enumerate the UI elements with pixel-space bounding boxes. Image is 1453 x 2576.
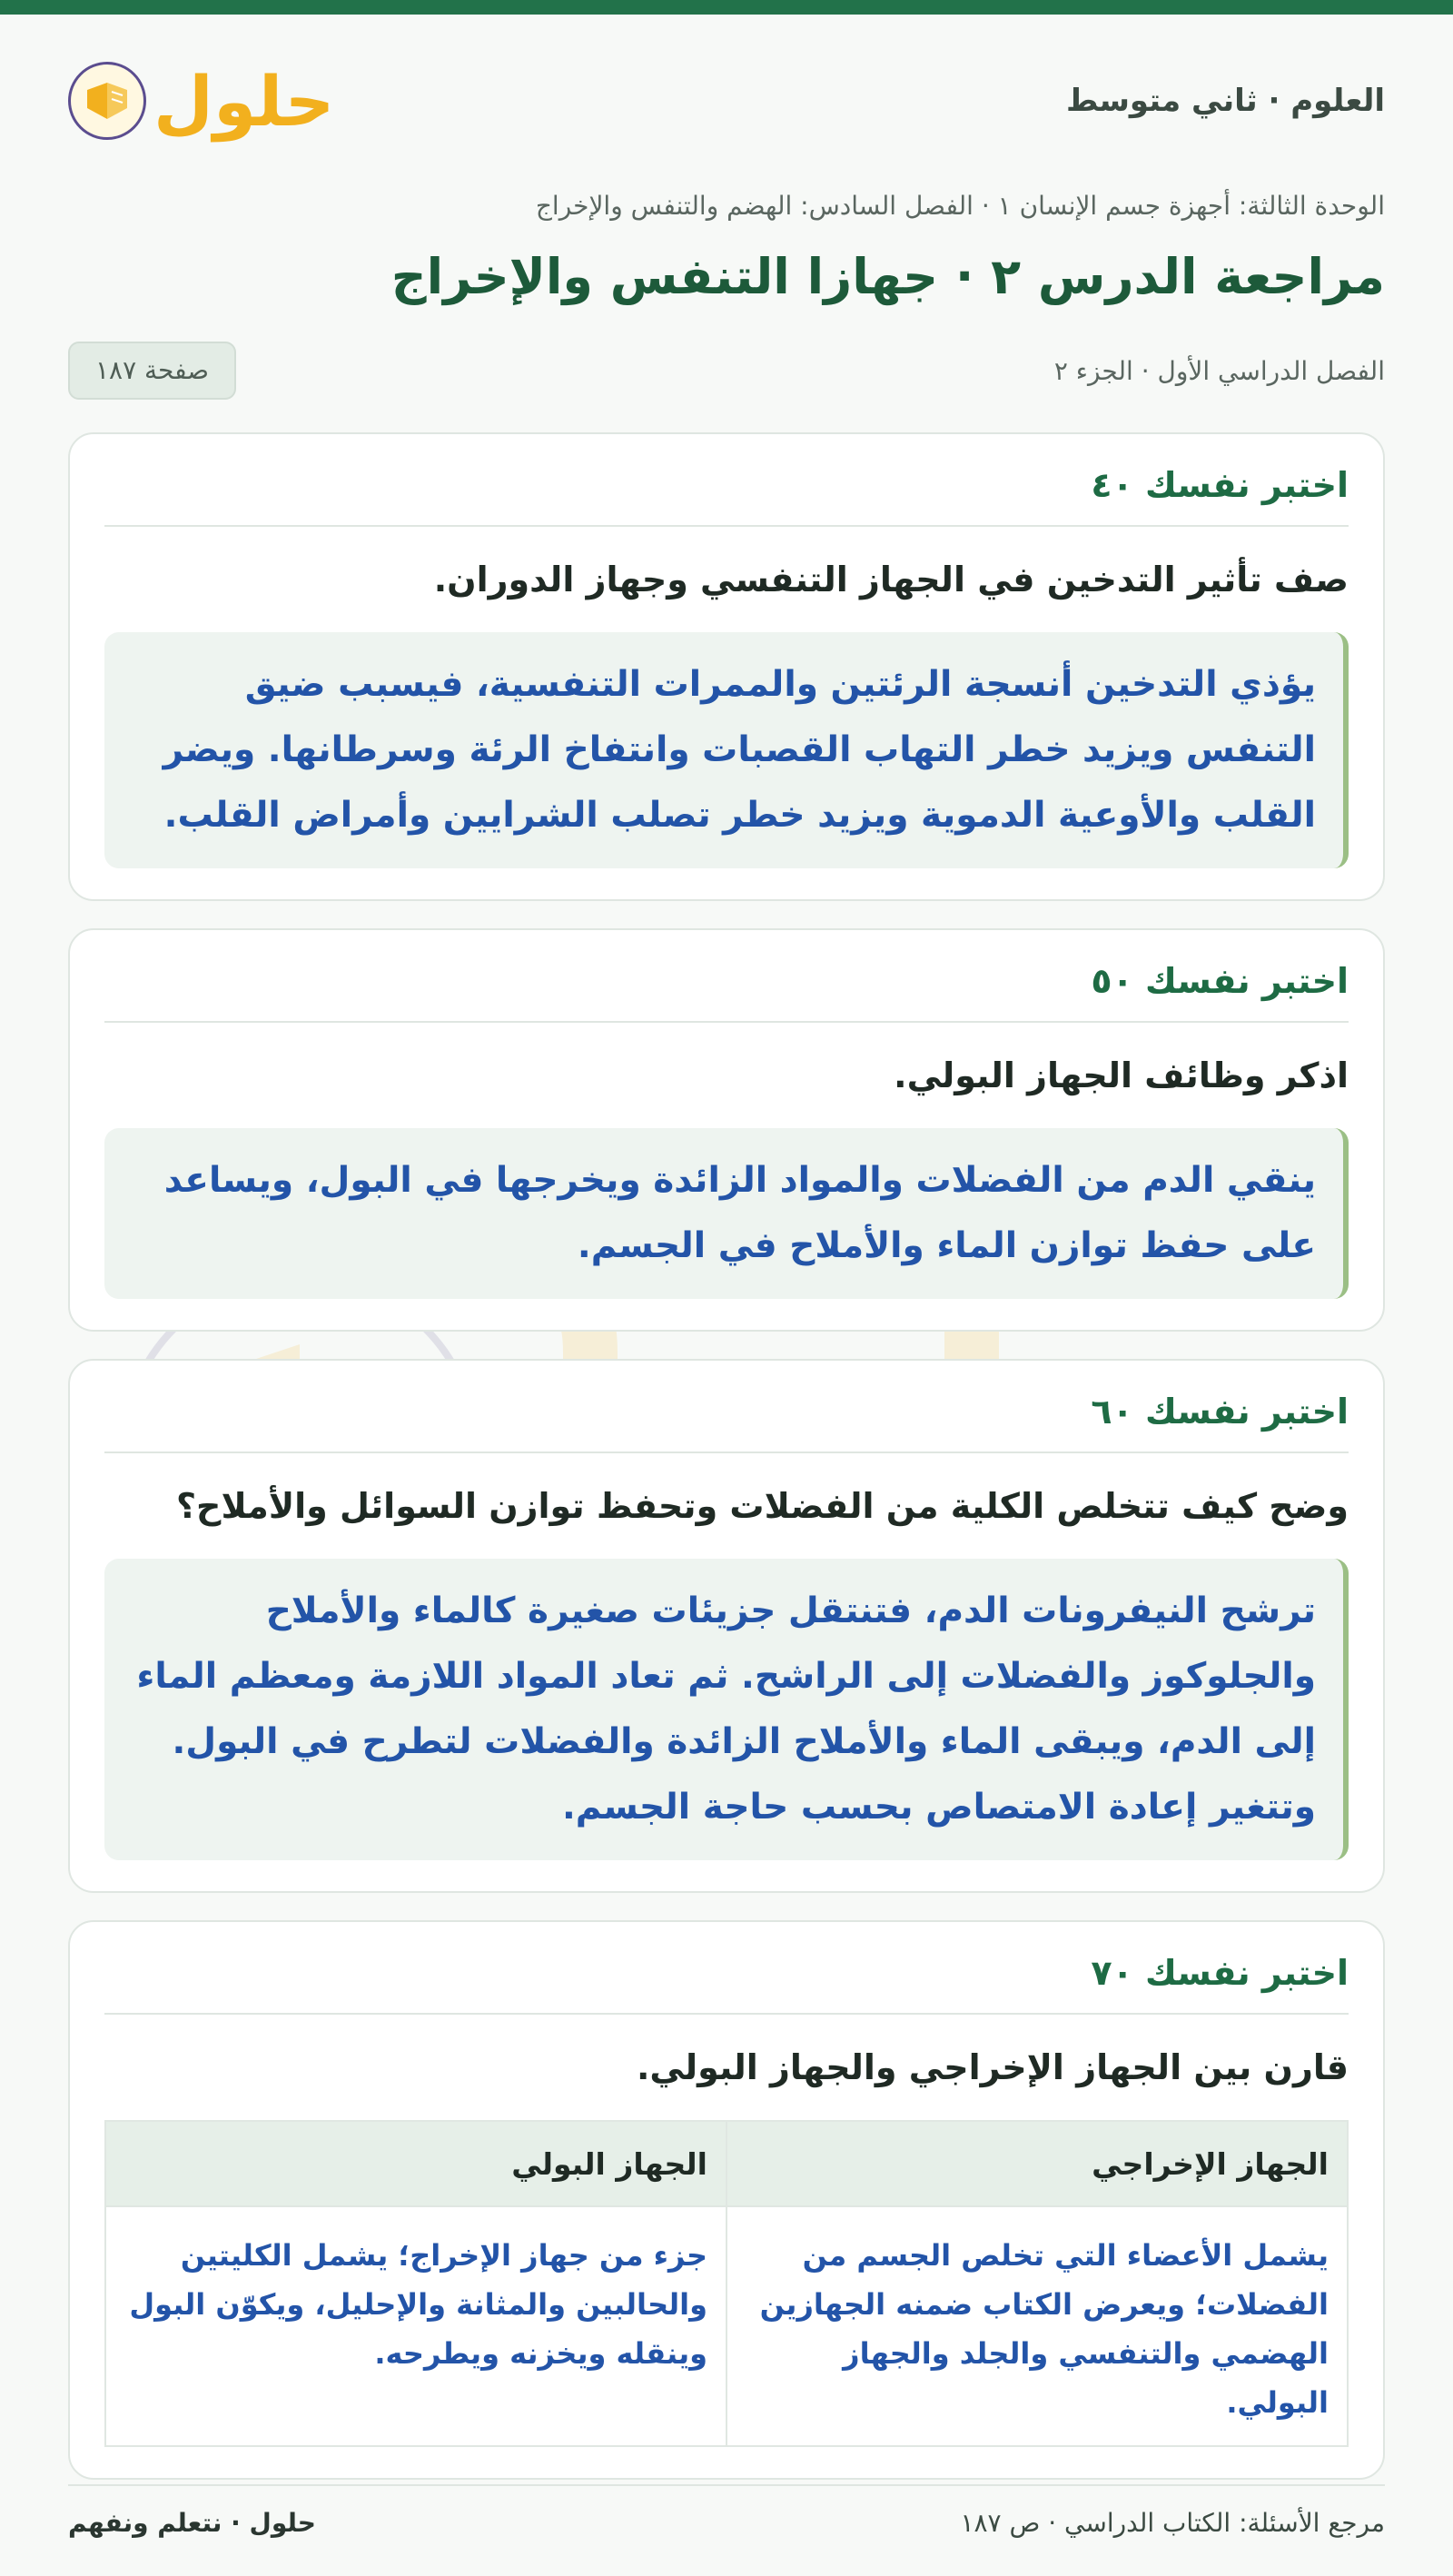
column-header-excretory: الجهاز الإخراجي [726,2121,1348,2206]
breadcrumb: الوحدة الثالثة: أجهزة جسم الإنسان ١ · الفصل السادس: الهضم والتنفس والإخراج [535,191,1385,221]
logo-wordmark: حلول [153,60,335,142]
brand-header [68,15,1385,187]
card-heading: اختبر نفسك ٤٠ [104,465,1349,527]
question-card-40 [68,432,1385,901]
question-text: اذكر وظائف الجهاز البولي. [894,1055,1349,1095]
page-number-badge: صفحة ١٨٧ [68,342,236,400]
question-text: صف تأثير التدخين في الجهاز التنفسي وجهاز الدوران. [433,560,1349,599]
footer-brand: حلول · نتعلم ونفهم [68,2508,316,2538]
answer-box: يؤذي التدخين أنسجة الرئتين والممرات التنفسية، فيسبب ضيق التنفس ويزيد خطر التهاب القصبات وانتفاخ الرئة وسرطانها. ويضر القلب والأوعية الدموية ويزيد خطر تصلب الشرايين وأمراض القلب. [104,632,1349,868]
column-header-urinary: الجهاز البولي [105,2121,726,2206]
question-text: وضح كيف تتخلص الكلية من الفضلات وتحفظ توازن السوائل والأملاح؟ [176,1486,1349,1526]
card-heading: اختبر نفسك ٧٠ [104,1953,1349,2015]
meta-row [68,342,1385,400]
subject-label: العلوم · ثاني متوسط [1066,83,1385,119]
comparison-table [104,2120,1349,2447]
cell-excretory: يشمل الأعضاء التي تخلص الجسم من الفضلات؛ ويعرض الكتاب ضمنه الجهازين الهضمي والتنفسي والجلد والجهاز البولي. [726,2206,1348,2446]
semester-label: الفصل الدراسي الأول · الجزء ٢ [1053,355,1385,386]
top-accent-bar [0,0,1453,15]
footer-reference: مرجع الأسئلة: الكتاب الدراسي · ص ١٨٧ [960,2508,1385,2538]
question-card-60 [68,1359,1385,1893]
book-icon [68,62,146,140]
table-header-row [105,2121,1348,2206]
answer-box: ينقي الدم من الفضلات والمواد الزائدة ويخرجها في البول، ويساعد على حفظ توازن الماء والأملاح في الجسم. [104,1128,1349,1299]
page-footer [68,2484,1385,2538]
page-content [68,15,1385,2480]
question-text: قارن بين الجهاز الإخراجي والجهاز البولي. [636,2047,1349,2087]
cell-urinary: جزء من جهاز الإخراج؛ يشمل الكليتين والحالبين والمثانة والإحليل، ويكوّن البول وينقله ويخزنه ويطرحه. [105,2206,726,2446]
question-card-70 [68,1920,1385,2480]
card-heading: اختبر نفسك ٥٠ [104,961,1349,1023]
site-logo[interactable] [68,61,334,142]
question-card-50 [68,928,1385,1332]
answer-box: ترشح النيفرونات الدم، فتنتقل جزيئات صغيرة كالماء والأملاح والجلوكوز والفضلات إلى الراشح. ثم تعاد المواد اللازمة ومعظم الماء إلى الدم، ويبقى الماء والأملاح الزائدة والفضلات لتطرح في البول. وتتغير إعادة الامتصاص بحسب حاجة الجسم. [104,1559,1349,1860]
card-heading: اختبر نفسك ٦٠ [104,1392,1349,1453]
table-row [105,2206,1348,2446]
page-title: مراجعة الدرس ٢ · جهازا التنفس والإخراج [390,248,1385,305]
